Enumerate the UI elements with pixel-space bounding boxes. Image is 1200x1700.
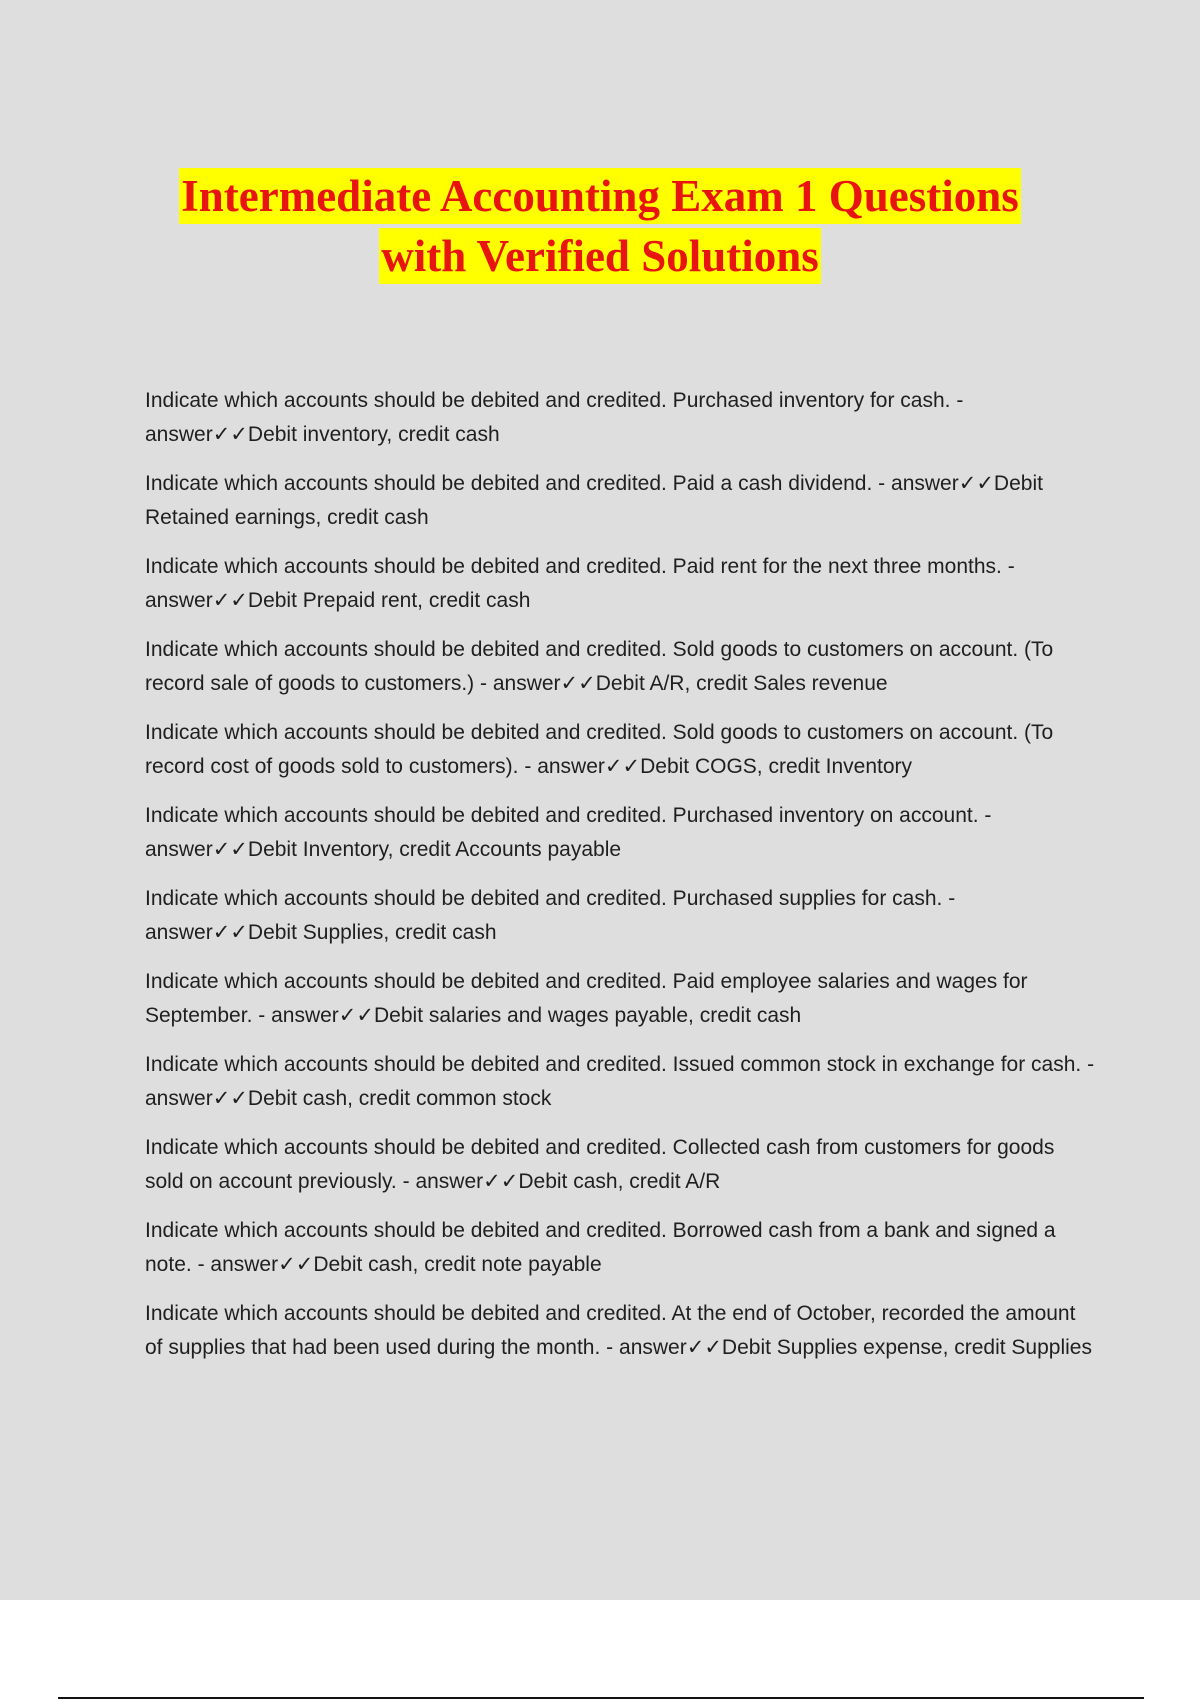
check-mark-icon: ✓✓ [686,1336,722,1359]
answer-label: answer [210,1253,279,1276]
question-text: Indicate which accounts should be debited and credited. Purchased inventory for cash. [145,389,951,412]
answer-label: answer [492,672,561,695]
check-mark-icon: ✓✓ [212,1087,248,1110]
qa-item [145,633,1095,701]
answer-text: Debit COGS, credit Inventory [640,755,913,778]
title-line-2: with Verified Solutions [379,228,821,284]
qa-item [145,1297,1095,1365]
answer-text: Debit cash, credit common stock [247,1087,552,1110]
qa-item [145,882,1095,950]
answer-text: Debit A/R, credit Sales revenue [595,672,888,695]
qa-item [145,1214,1095,1282]
question-answer-separator: - [258,1004,266,1027]
question-answer-separator: - [956,389,964,412]
answer-label: answer [145,1087,213,1110]
check-mark-icon: ✓✓ [278,1253,314,1276]
question-text: Indicate which accounts should be debited and credited. Paid employee salaries and wages for September. [145,970,1028,1027]
qa-item [145,1048,1095,1116]
answer-text: Debit inventory, credit cash [247,423,500,446]
qa-item [145,550,1095,618]
question-text: Indicate which accounts should be debited and credited. At the end of October, recorded the amount of supplies that had been used during the month. [145,1302,1076,1359]
answer-text: Debit Supplies, credit cash [247,921,497,944]
answer-label: answer [145,838,213,861]
question-answer-separator: - [984,804,992,827]
check-mark-icon: ✓✓ [212,921,248,944]
question-answer-separator: - [1087,1053,1095,1076]
question-text: Indicate which accounts should be debited and credited. Purchased inventory on account. [145,804,979,827]
question-answer-list [145,384,1095,1365]
qa-item [145,965,1095,1033]
question-answer-separator: - [480,672,487,695]
check-mark-icon: ✓✓ [604,755,641,778]
question-answer-separator: - [948,887,956,910]
question-answer-separator: - [402,1170,410,1193]
answer-text: Debit cash, credit note payable [313,1253,602,1276]
check-mark-icon: ✓✓ [338,1004,374,1027]
question-text: Indicate which accounts should be debited and credited. Collected cash from customers for goods sold on account previously. [145,1136,1055,1193]
question-text: Indicate which accounts should be debited and credited. Purchased supplies for cash. [145,887,943,910]
answer-label: answer [537,755,605,778]
answer-label: answer [415,1170,484,1193]
answer-label: answer [145,589,213,612]
check-mark-icon: ✓✓ [212,838,248,861]
question-text: Indicate which accounts should be debited and credited. Issued common stock in exchange for cash. [145,1053,1082,1076]
question-answer-separator: - [1007,555,1015,578]
answer-text: Debit Inventory, credit Accounts payable [247,838,622,861]
title-line-1: Intermediate Accounting Exam 1 Questions [179,168,1021,224]
question-text: Indicate which accounts should be debited and credited. Paid a cash dividend. [145,472,873,495]
question-answer-separator: - [606,1336,614,1359]
footer-divider [58,1697,1144,1699]
question-answer-separator: - [524,755,532,778]
answer-text: Debit Prepaid rent, credit cash [247,589,531,612]
answer-text: Debit Supplies expense, credit Supplies [721,1336,1092,1359]
question-text: Indicate which accounts should be debited and credited. Sold goods to customers on account. (To record cost of goods sold to customers). [145,721,1054,778]
check-mark-icon: ✓✓ [958,472,994,495]
answer-text: Debit Retained earnings, credit cash [145,472,1043,529]
check-mark-icon: ✓✓ [560,672,596,695]
question-text: Indicate which accounts should be debited and credited. Sold goods to customers on account. (To record sale of goods to customers.) [145,638,1054,695]
answer-label: answer [891,472,959,495]
document-title [0,168,1200,288]
qa-item [145,467,1095,535]
question-text: Indicate which accounts should be debited and credited. Borrowed cash from a bank and signed a note. [145,1219,1056,1276]
question-answer-separator: - [878,472,886,495]
answer-text: Debit salaries and wages payable, credit cash [374,1004,802,1027]
qa-item [145,1131,1095,1199]
answer-label: answer [271,1004,339,1027]
answer-text: Debit cash, credit A/R [518,1170,721,1193]
qa-item [145,716,1095,784]
answer-label: answer [619,1336,687,1359]
answer-label: answer [145,423,213,446]
question-text: Indicate which accounts should be debited and credited. Paid rent for the next three months. [145,555,1002,578]
qa-item [145,384,1095,452]
qa-item [145,799,1095,867]
check-mark-icon: ✓✓ [483,1170,519,1193]
check-mark-icon: ✓✓ [212,589,248,612]
check-mark-icon: ✓✓ [212,423,248,446]
question-answer-separator: - [197,1253,205,1276]
answer-label: answer [145,921,213,944]
